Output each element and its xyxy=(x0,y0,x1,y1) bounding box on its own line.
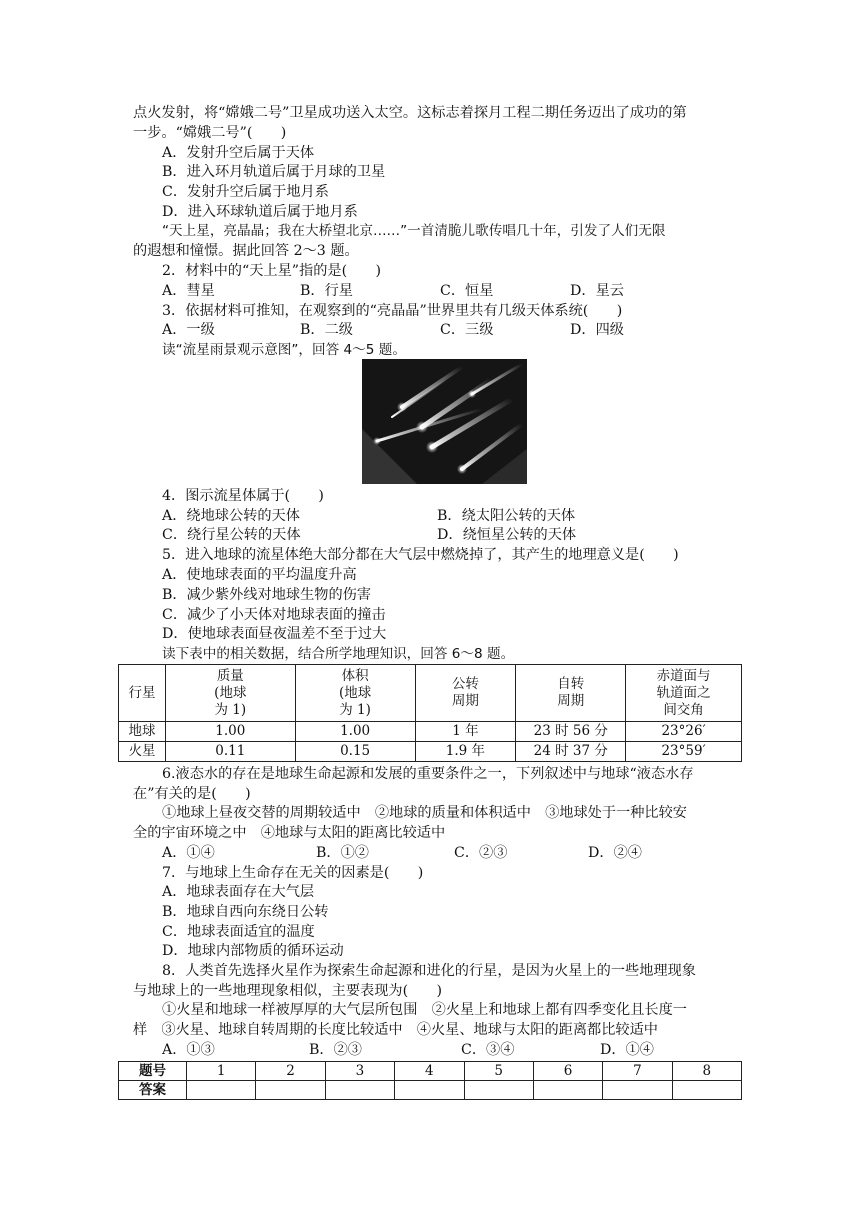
q3-option-b: B．二级 xyxy=(300,322,353,338)
answer-cell[interactable] xyxy=(395,1081,464,1100)
q6-line-1: 6.液态水的存在是地球生命起源和发展的重要条件之一，下列叙述中与地球“液态水存 xyxy=(162,766,694,782)
cell-volume: 0.15 xyxy=(295,742,415,762)
q8-line-2: 与地球上的一些地理现象相似，主要表现为( ) xyxy=(133,983,443,999)
q2-option-b: B．行星 xyxy=(300,283,353,299)
answer-cell[interactable] xyxy=(256,1081,325,1100)
answer-number: 5 xyxy=(464,1062,533,1081)
q6-line-2: 在”有关的是( ) xyxy=(133,786,251,802)
answer-cell[interactable] xyxy=(603,1081,672,1100)
cell-angle: 23°59′ xyxy=(626,742,742,762)
meteor-shower-image xyxy=(362,359,527,484)
q1-option-c: C．发射升空后属于地月系 xyxy=(162,184,329,200)
q8-option-d: D．①④ xyxy=(600,1042,654,1058)
answer-number: 3 xyxy=(325,1062,394,1081)
header-angle: 赤道面与 轨道面之 间交角 xyxy=(626,665,742,722)
q3-option-d: D．四级 xyxy=(570,322,624,338)
q5-option-c: C．减少了小天体对地球表面的撞击 xyxy=(162,607,386,623)
q4-option-c: C．绕行星公转的天体 xyxy=(162,527,301,543)
answer-number: 4 xyxy=(395,1062,464,1081)
answer-number: 7 xyxy=(603,1062,672,1081)
answer-number: 1 xyxy=(187,1062,256,1081)
q3-option-a: A．一级 xyxy=(162,322,215,338)
q5-stem: 5．进入地球的流星体绝大部分都在大气层中燃烧掉了，其产生的地理意义是( ) xyxy=(162,547,679,563)
table-header-row xyxy=(119,665,742,722)
q2-option-a: A．彗星 xyxy=(162,283,215,299)
answer-fill-row xyxy=(119,1081,742,1100)
q1-option-d: D．进入环球轨道后属于地月系 xyxy=(162,204,358,220)
intro-line-2: 一步。“嫦娥二号”( ) xyxy=(133,125,287,141)
q5-option-b: B．减少紫外线对地球生物的伤害 xyxy=(162,587,372,603)
q3-stem: 3．依据材料可推知，在观察到的“亮晶晶”世界里共有几级天体系统( ) xyxy=(162,303,623,319)
material-1-line-2: 的遐想和憧憬。据此回答 2～3 题。 xyxy=(133,243,359,259)
header-mass: 质量 (地球 为 1) xyxy=(165,665,295,722)
cell-revolution: 1.9 年 xyxy=(415,742,516,762)
q7-option-b: B．地球自西向东绕日公转 xyxy=(162,904,329,920)
q2-option-d: D．星云 xyxy=(570,283,624,299)
q6-option-c: C．②③ xyxy=(454,845,508,861)
q7-stem: 7．与地球上生命存在无关的因素是( ) xyxy=(162,865,424,881)
header-rotation: 自转 周期 xyxy=(516,665,626,722)
q4-stem: 4．图示流星体属于( ) xyxy=(162,488,324,504)
cell-mass: 1.00 xyxy=(165,722,295,742)
answer-cell[interactable] xyxy=(672,1081,741,1100)
q6-line-3: ①地球上昼夜交替的周期较适中 ②地球的质量和体积适中 ③地球处于一种比较安 xyxy=(162,805,687,821)
table-row xyxy=(119,742,742,762)
answer-cell[interactable] xyxy=(533,1081,602,1100)
answer-cell[interactable] xyxy=(325,1081,394,1100)
q1-option-a: A．发射升空后属于天体 xyxy=(162,145,315,161)
answer-number: 6 xyxy=(533,1062,602,1081)
q7-option-d: D．地球内部物质的循环运动 xyxy=(162,943,344,959)
answer-header-answer: 答案 xyxy=(119,1081,187,1100)
q7-option-c: C．地球表面适宜的温度 xyxy=(162,924,315,940)
q8-option-a: A．①③ xyxy=(162,1042,215,1058)
answer-number: 2 xyxy=(256,1062,325,1081)
intro-line-1: 点火发射，将“嫦娥二号”卫星成功送入太空。这标志着探月工程二期任务迈出了成功的第 xyxy=(133,105,687,121)
cell-angle: 23°26′ xyxy=(626,722,742,742)
q5-option-a: A．使地球表面的平均温度升高 xyxy=(162,567,357,583)
q8-line-1: 8．人类首先选择火星作为探索生命起源和进化的行星，是因为火星上的一些地理现象 xyxy=(162,963,696,979)
q6-option-d: D．②④ xyxy=(588,845,642,861)
cell-planet: 火星 xyxy=(119,742,166,762)
q8-line-3: ①火星和地球一样被厚厚的大气层所包围 ②火星上和地球上都有四季变化且长度一 xyxy=(162,1002,687,1018)
cell-rotation: 24 时 37 分 xyxy=(516,742,626,762)
q4-option-d: D．绕恒星公转的天体 xyxy=(437,527,577,543)
q2-option-c: C．恒星 xyxy=(440,283,494,299)
q4-option-a: A．绕地球公转的天体 xyxy=(162,508,300,524)
q8-line-4: 样 ③火星、地球自转周期的长度比较适中 ④火星、地球与太阳的距离都比较适中 xyxy=(133,1022,658,1038)
planet-data-table xyxy=(118,664,742,762)
q6-option-a: A．①④ xyxy=(162,845,215,861)
answer-cell[interactable] xyxy=(187,1081,256,1100)
cell-rotation: 23 时 56 分 xyxy=(516,722,626,742)
cell-volume: 1.00 xyxy=(295,722,415,742)
q4-option-b: B．绕太阳公转的天体 xyxy=(437,508,576,524)
header-planet: 行星 xyxy=(119,665,166,722)
material-1-line-1: “天上星，亮晶晶；我在大桥望北京……”一首清脆儿歌传唱几十年，引发了人们无限 xyxy=(162,223,666,239)
answer-header-number: 题号 xyxy=(119,1062,187,1081)
answer-table xyxy=(118,1061,742,1100)
q8-option-c: C．③④ xyxy=(461,1042,515,1058)
header-revolution: 公转 周期 xyxy=(415,665,516,722)
q6-line-4: 全的宇宙环境之中 ④地球与太阳的距离比较适中 xyxy=(133,825,446,841)
q3-option-c: C．三级 xyxy=(440,322,494,338)
table-row xyxy=(119,722,742,742)
q8-option-b: B．②③ xyxy=(309,1042,362,1058)
material-2: 读“流星雨景观示意图”，回答 4～5 题。 xyxy=(162,342,406,358)
cell-revolution: 1 年 xyxy=(415,722,516,742)
answer-number-row xyxy=(119,1062,742,1081)
answer-number: 8 xyxy=(672,1062,741,1081)
header-volume: 体积 (地球 为 1) xyxy=(295,665,415,722)
q7-option-a: A．地球表面存在大气层 xyxy=(162,884,315,900)
cell-planet: 地球 xyxy=(119,722,166,742)
cell-mass: 0.11 xyxy=(165,742,295,762)
q6-option-b: B．①② xyxy=(316,845,369,861)
q2-stem: 2．材料中的“天上星”指的是( ) xyxy=(162,263,382,279)
q5-option-d: D．使地球表面昼夜温差不至于过大 xyxy=(162,626,387,642)
q1-option-b: B．进入环月轨道后属于月球的卫星 xyxy=(162,164,386,180)
answer-cell[interactable] xyxy=(464,1081,533,1100)
material-3: 读下表中的相关数据，结合所学地理知识，回答 6～8 题。 xyxy=(162,646,515,662)
